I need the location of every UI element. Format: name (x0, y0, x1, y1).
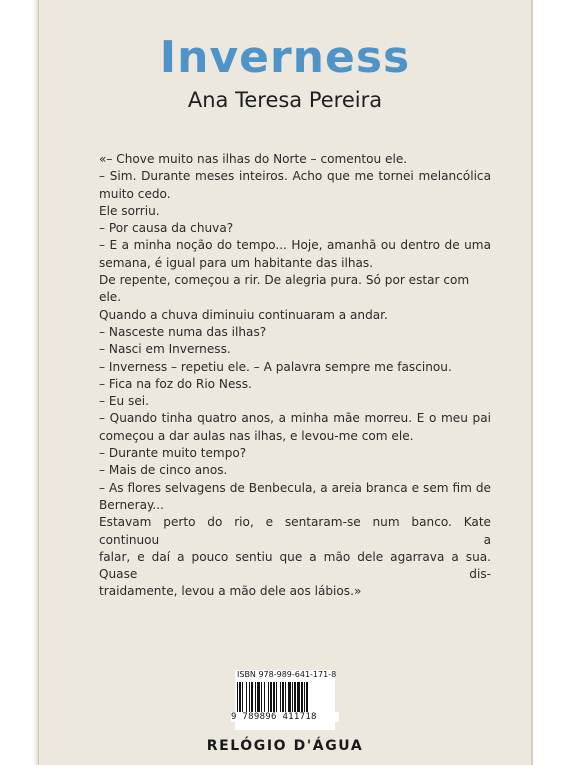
excerpt-line: Quando a chuva diminuiu continuaram a andar. (99, 307, 388, 322)
excerpt-line: – E a minha noção do tempo... Hoje, amanhã ou dentro de uma (99, 238, 491, 253)
excerpt-paragraph (99, 203, 491, 220)
excerpt-paragraph (99, 341, 491, 358)
excerpt-paragraph (99, 307, 491, 324)
scan-margin-left (0, 0, 40, 765)
excerpt-line: – Por causa da chuva? (99, 221, 234, 236)
excerpt-line: traidamente, levou a mão dele aos lábios.» (99, 584, 362, 599)
excerpt-line: falar, e daí a pouco sentiu que a mão dele agarrava a sua. Quase dis- (99, 549, 491, 582)
excerpt-line: – Eu sei. (99, 394, 149, 409)
scan-margin-right (530, 0, 570, 765)
excerpt-paragraph (99, 151, 491, 168)
excerpt-paragraph (99, 376, 491, 393)
isbn-label: ISBN 978-989-641-171-8 (237, 670, 337, 679)
excerpt-paragraph (99, 272, 491, 307)
publisher-logo: RELÓGIO D'ÁGUA (206, 738, 364, 754)
excerpt-paragraph (99, 462, 491, 479)
excerpt-line: Estavam perto do rio, e sentaram-se num banco. Kate continuou a (99, 515, 491, 547)
excerpt-line: – Fica na foz do Rio Ness. (99, 376, 252, 391)
excerpt-paragraph (99, 168, 491, 203)
excerpt-paragraph (99, 480, 491, 515)
excerpt-line: Berneray... (99, 497, 164, 512)
excerpt-line: – Nasci em Inverness. (99, 342, 231, 357)
excerpt-line: «– Chove muito nas ilhas do Norte – comentou ele. (99, 152, 408, 166)
excerpt-paragraph (99, 220, 491, 237)
excerpt-paragraph (99, 393, 491, 410)
excerpt-line: – Quando tinha quatro anos, a minha mãe morreu. E o meu pai (99, 411, 491, 426)
excerpt-paragraph (99, 514, 491, 600)
excerpt-paragraph (99, 237, 491, 272)
excerpt-line: – Mais de cinco anos. (99, 463, 228, 478)
barcode-digits: 9 789896 411718 (231, 712, 339, 722)
excerpt-paragraph (99, 324, 491, 341)
excerpt-line: começou a dar aulas nas ilhas, e levou-me com ele. (99, 428, 414, 443)
excerpt-line: – Sim. Durante meses inteiros. Acho que me tornei melancólica (99, 169, 491, 184)
book-author: Ana Teresa Pereira (187, 88, 383, 112)
excerpt-line: – Inverness – repetiu ele. – A palavra sempre me fascinou. (99, 359, 452, 374)
excerpt-line: – As flores selvagens de Benbecula, a areia branca e sem fim de (99, 480, 491, 495)
back-cover (38, 0, 533, 765)
excerpt-text (99, 151, 491, 601)
excerpt-line: semana, é igual para um habitante das ilhas. (99, 255, 374, 270)
excerpt-line: – Durante muito tempo? (99, 446, 247, 461)
book-title: Inverness (159, 32, 411, 83)
barcode-icon (237, 682, 333, 716)
excerpt-line: Ele sorriu. (99, 203, 160, 218)
excerpt-line: muito cedo. (99, 186, 171, 201)
excerpt-line: De repente, começou a rir. De alegria pura. Só por estar com ele. (99, 273, 470, 305)
excerpt-paragraph (99, 445, 491, 462)
excerpt-paragraph (99, 359, 491, 376)
excerpt-line: – Nasceste numa das ilhas? (99, 324, 267, 339)
excerpt-paragraph (99, 410, 491, 445)
